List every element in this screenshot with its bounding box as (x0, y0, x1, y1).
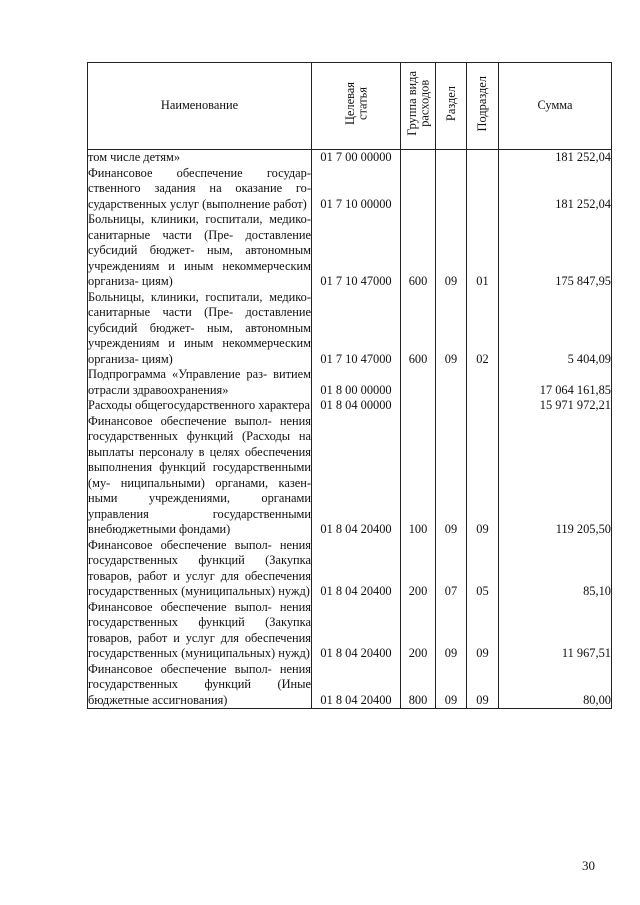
row-target-article: 01 8 04 00000 (312, 398, 401, 414)
row-name (88, 600, 312, 662)
row-name-line: иным некоммерческим организа- (88, 336, 311, 366)
row-target-article: 01 8 04 20400 (312, 600, 401, 662)
row-subsection (467, 166, 499, 213)
row-subsection: 09 (467, 662, 499, 709)
row-name-line: ниципальными) органами, казен- (120, 475, 311, 490)
row-sum: 15 971 972,21 (499, 398, 612, 414)
table-row (88, 662, 612, 709)
row-subsection: 01 (467, 212, 499, 290)
table-row (88, 212, 612, 290)
row-subsection: 09 (467, 600, 499, 662)
row-expense-group: 200 (401, 600, 436, 662)
row-name-line: (муниципальных) нужд) (181, 646, 310, 660)
row-name-line: для обеспечения государственных (88, 568, 311, 598)
row-name-line: (Иные бюджетные ассигнования) (88, 677, 311, 707)
row-name-line: управления государственными (88, 506, 311, 521)
row-expense-group: 100 (401, 414, 436, 538)
row-sum: 85,10 (499, 538, 612, 600)
row-target-article: 01 8 00 00000 (312, 367, 401, 398)
row-expense-group: 600 (401, 290, 436, 368)
row-name-line: нения государственных функций (88, 413, 311, 443)
row-name-line: Финансовое обеспечение выпол- (88, 413, 272, 428)
row-name-line: нения государственных функций (88, 599, 311, 629)
row-name-line: (Расходы на выплаты персоналу в (88, 429, 311, 459)
table-body (88, 150, 612, 709)
row-sum: 119 205,50 (499, 414, 612, 538)
row-name-line: внебюджетными фондами) (88, 522, 231, 536)
row-name-line: характера (258, 398, 311, 412)
row-name (88, 367, 312, 398)
row-expense-group (401, 166, 436, 213)
header-sum: Сумма (499, 63, 612, 150)
row-sum: 80,00 (499, 662, 612, 709)
row-name-line: циям) (141, 274, 173, 288)
header-name: Наименование (88, 63, 312, 150)
row-target-article: 01 8 04 20400 (312, 662, 401, 709)
table-row (88, 538, 612, 600)
row-name-line: (муниципальных) нужд) (181, 584, 310, 598)
row-subsection (467, 367, 499, 398)
header-section-label: Раздел (443, 86, 458, 122)
row-target-article: 01 8 04 20400 (312, 538, 401, 600)
table-row (88, 414, 612, 538)
row-name-line: (Закупка товаров, работ и услуг (88, 615, 311, 645)
row-section: 09 (436, 212, 467, 290)
row-name (88, 166, 312, 213)
row-name-line: Финансовое обеспечение государ- (88, 165, 311, 180)
header-expense-group-line: расходов (417, 80, 431, 128)
row-name-line: иным некоммерческим организа- (88, 258, 311, 288)
row-section (436, 398, 467, 414)
row-subsection (467, 150, 499, 166)
row-name-line: Финансовое обеспечение выпол- (88, 661, 272, 676)
row-subsection: 05 (467, 538, 499, 600)
row-name-line: (Закупка товаров, работ и услуг (88, 553, 311, 583)
row-target-article: 01 7 10 47000 (312, 212, 401, 290)
header-target-article-line: Целевая (342, 82, 357, 126)
row-subsection: 02 (467, 290, 499, 368)
row-expense-group: 600 (401, 212, 436, 290)
row-name-line: циям) (141, 351, 173, 366)
row-section (436, 166, 467, 213)
row-name-line: ным, автономным учреждениям и (88, 243, 311, 273)
row-sum: 17 064 161,85 (499, 367, 612, 398)
table-row (88, 290, 612, 368)
row-name-line: сударственных услуг (выполнение (88, 196, 271, 211)
row-name-line: Больницы, клиники, госпитали, (88, 212, 263, 226)
row-sum: 181 252,04 (499, 150, 612, 166)
row-subsection: 09 (467, 414, 499, 538)
budget-table (87, 62, 612, 709)
row-name-line: ственного задания на оказание го- (88, 181, 311, 195)
table-row (88, 166, 612, 213)
row-target-article: 01 7 10 00000 (312, 166, 401, 213)
row-name-line: Подпрограмма «Управление раз- (88, 367, 268, 381)
row-name (88, 398, 312, 414)
row-expense-group (401, 367, 436, 398)
row-name (88, 290, 312, 368)
row-section: 09 (436, 290, 467, 368)
row-subsection (467, 398, 499, 414)
row-name-line: для обеспечения государственных (88, 630, 311, 660)
row-name-line: Финансовое обеспечение выпол- (88, 599, 272, 614)
row-section (436, 150, 467, 166)
row-name-line: нения государственных функций (88, 661, 311, 691)
row-section (436, 367, 467, 398)
row-expense-group (401, 398, 436, 414)
row-name-line: том числе детям» (88, 150, 181, 164)
row-target-article: 01 7 10 47000 (312, 290, 401, 368)
row-name-line: ными учреждениями, органами (88, 491, 311, 505)
row-sum: 11 967,51 (499, 600, 612, 662)
page-number: 30 (582, 858, 595, 873)
row-expense-group: 800 (401, 662, 436, 709)
row-sum: 5 404,09 (499, 290, 612, 368)
table-row (88, 398, 612, 414)
row-expense-group: 200 (401, 538, 436, 600)
row-name-line: Расходы общегосударственного (88, 398, 256, 412)
row-name-line: доставление субсидий бюджет- (88, 227, 311, 257)
row-name-line: функций государственными (му- (88, 460, 311, 490)
row-target-article: 01 7 00 00000 (312, 150, 401, 166)
row-name-line: целях обеспечения выполнения (88, 444, 311, 474)
table-row (88, 150, 612, 166)
header-subsection (467, 63, 499, 150)
header-target-article (312, 63, 401, 150)
row-name-line: Финансовое обеспечение выпол- (88, 537, 272, 552)
row-section: 07 (436, 538, 467, 600)
header-expense-group-line: Группа вида (404, 71, 419, 137)
row-name (88, 150, 312, 166)
row-name-line: нения государственных функций (88, 537, 311, 567)
row-name-line: медико-санитарные части (Пре- (88, 212, 311, 242)
row-section: 09 (436, 600, 467, 662)
header-target-article-line: статья (355, 87, 369, 121)
row-section: 09 (436, 414, 467, 538)
row-name (88, 538, 312, 600)
row-sum: 181 252,04 (499, 166, 612, 213)
row-name-line: доставление субсидий бюджет- (88, 305, 311, 335)
row-name-line: медико-санитарные части (Пре- (88, 289, 311, 319)
row-name (88, 414, 312, 538)
table-header (88, 63, 612, 150)
row-name-line: работ) (273, 196, 307, 211)
header-expense-group (401, 63, 436, 150)
row-name-line: Больницы, клиники, госпитали, (88, 289, 263, 304)
table-row (88, 600, 612, 662)
row-section: 09 (436, 662, 467, 709)
row-sum: 175 847,95 (499, 212, 612, 290)
table-row (88, 367, 612, 398)
row-expense-group (401, 150, 436, 166)
header-section (436, 63, 467, 150)
row-name (88, 212, 312, 290)
row-target-article: 01 8 04 20400 (312, 414, 401, 538)
row-name-line: ным, автономным учреждениям и (88, 320, 311, 350)
row-name (88, 662, 312, 709)
row-name-line: витием отрасли здравоохранения» (88, 367, 311, 397)
header-subsection-label: Подраздел (475, 76, 490, 132)
